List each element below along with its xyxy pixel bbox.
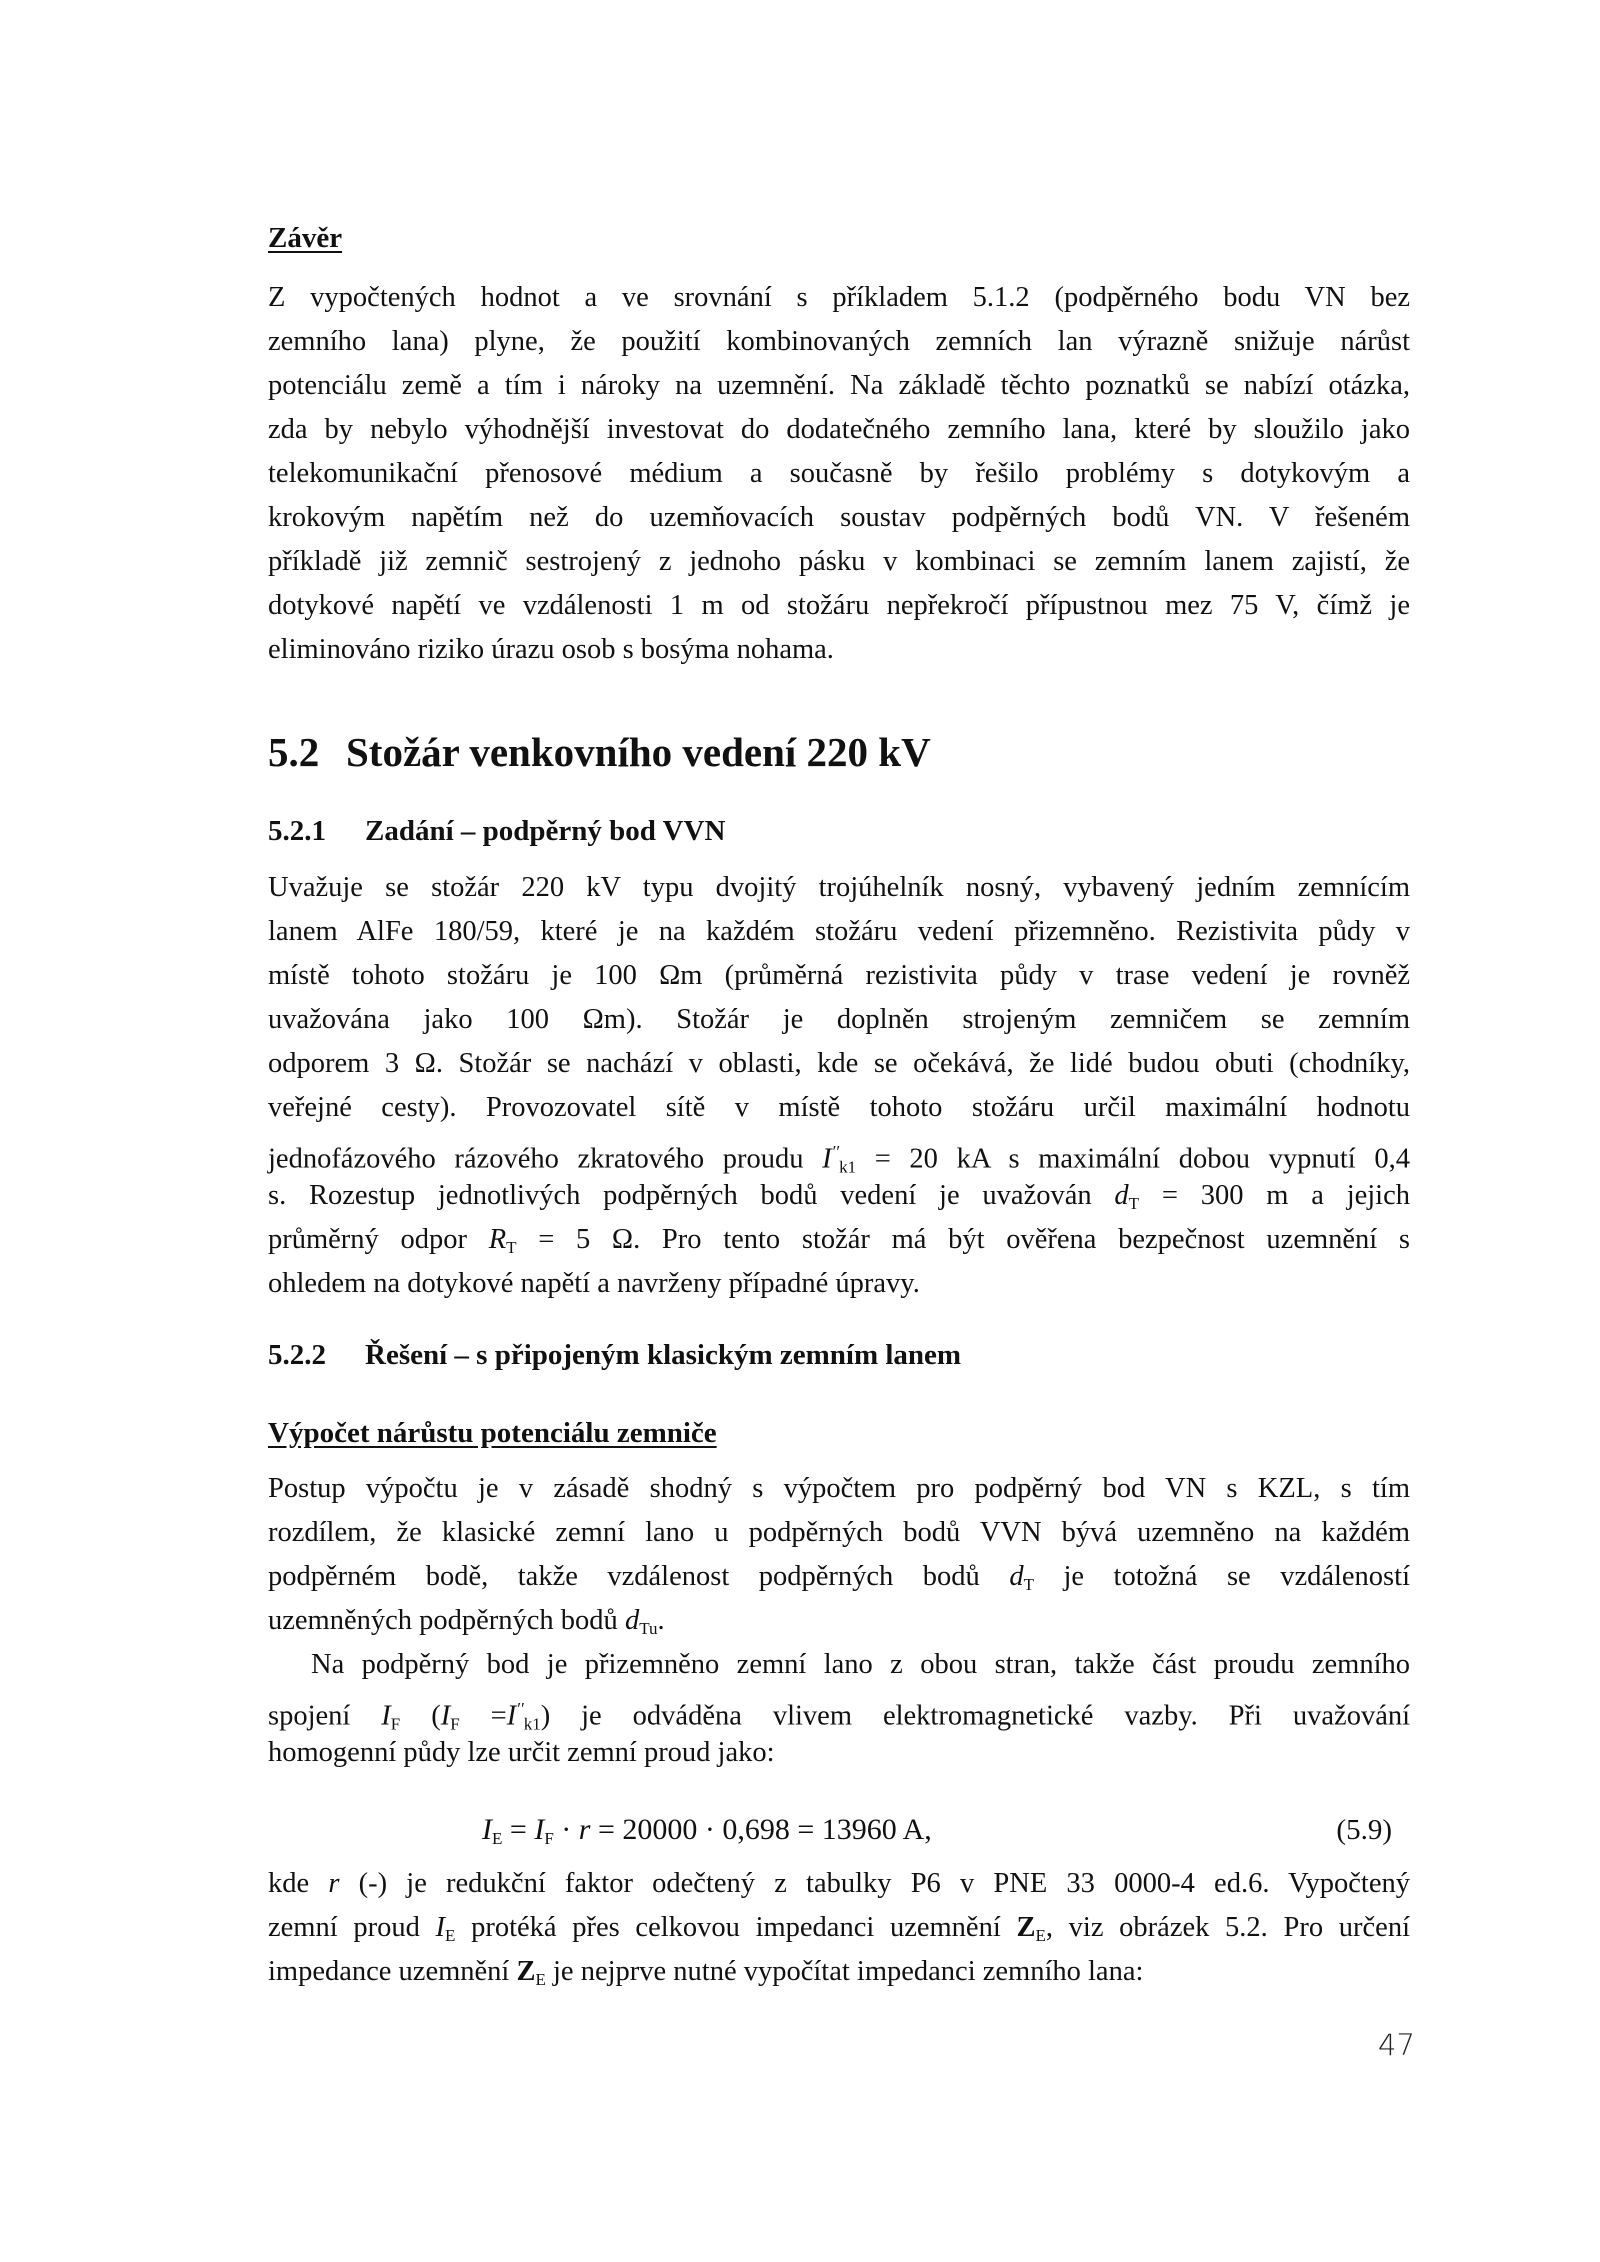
page-number: 47 [1378, 2028, 1415, 2062]
text-line: zemního lana) plyne, že použití kombinovaných zemních lan výrazně snižuje nárůst [268, 326, 1410, 357]
text-line: spojení $I_F$ $(I_F =I''_{k1})$ je odváděna vlivem elektromagnetické vazby. Při uvažování [268, 1699, 1411, 1734]
text-line: podpěrném bodě, takže vzdálenost podpěrných bodů $d_T$ je totožná se vzdáleností [268, 1561, 1410, 1594]
subsection-heading-2 [268, 1339, 1410, 1372]
text-line: zda by nebylo výhodnější investovat do dodatečného zemního lana, které by sloužilo jako [268, 414, 1410, 445]
reduction-factor-paragraph [268, 1862, 1410, 1994]
text-line: zemní proud $I_E$ protéká přes celkovou impedanci uzemnění $Z_E$, viz obrázek 5.2. Pro určení [268, 1912, 1410, 1945]
section-number: 5.2 [268, 729, 320, 775]
text-line: kde r (-) je redukční faktor odečtený z tabulky P6 v PNE 33 0000-4 ed.6. Vypočtený [268, 1868, 1410, 1899]
text-line: s. Rozestup jednotlivých podpěrných bodů vedení je uvažován $d_T = 300$ m a jejich [268, 1180, 1410, 1213]
text-line: ohledem na dotykové napětí a navrženy případné úpravy. [268, 1268, 920, 1299]
conclusion-paragraph [268, 276, 1410, 672]
subsection-number: 5.2.1 [268, 815, 326, 847]
text-line: průměrný odpor $R_T = 5$ Ω. Pro tento stožár má být ověřena bezpečnost uzemnění s [268, 1224, 1410, 1257]
math-symbol: I [822, 1143, 832, 1175]
math-symbol: R [488, 1224, 507, 1255]
text-line: lanem AlFe 180/59, které je na každém stožáru vedení přizemněno. Rezistivita půdy v [268, 916, 1410, 947]
equation-5-9 [268, 1808, 1410, 1852]
text-line: Na podpěrný bod je přizemněno zemní lano z obou stran, takže část proudu zemního [311, 1649, 1410, 1680]
subsection-title: Zadání – podpěrný bod VVN [365, 815, 726, 847]
procedure-paragraph [268, 1467, 1410, 1643]
text-line: impedance uzemnění $Z_E$ je nejprve nutné vypočítat impedanci zemního lana: [268, 1956, 1144, 1989]
text-line: telekomunikační přenosové médium a současně by řešilo problémy s dotykovým a [268, 458, 1410, 489]
equation-body: $I_E = I_F \cdot r = 20000 \cdot 0,698 = 13960$ A, [482, 1813, 932, 1848]
text-line: krokovým napětím než do uzemňovacích soustav podpěrných bodů VN. V řešeném [268, 502, 1410, 533]
section-heading [268, 728, 1410, 776]
earth-current-paragraph [268, 1643, 1410, 1775]
subsection-title: Řešení – s připojeným klasickým zemním lanem [365, 1339, 962, 1371]
text-line: Uvažuje se stožár 220 kV typu dvojitý trojúhelník nosný, vybavený jedním zemnícím [268, 872, 1410, 903]
text-line: Postup výpočtu je v zásadě shodný s výpočtem pro podpěrný bod VN s KZL, s tím [268, 1473, 1410, 1504]
text-line: dotykové napětí ve vzdálenosti 1 m od stožáru nepřekročí přípustnou mez 75 V, čímž je [268, 590, 1410, 621]
conclusion-heading: Závěr [268, 222, 343, 254]
text-line: Z vypočtených hodnot a ve srovnání s příkladem 5.1.2 (podpěrného bodu VN bez [268, 282, 1410, 313]
math-symbol: d [1114, 1180, 1129, 1211]
equation-number: (5.9) [1336, 1814, 1392, 1846]
text-line: uvažována jako 100 Ωm). Stožár je doplněn strojeným zemničem se zemním [268, 1004, 1410, 1035]
calculation-subheading: Výpočet nárůstu potenciálu zemniče [268, 1417, 717, 1449]
text-line: odporem 3 Ω. Stožár se nachází v oblasti, kde se očekává, že lidé budou obuti (chodníky, [268, 1048, 1410, 1079]
text-line: eliminováno riziko úrazu osob s bosýma nohama. [268, 634, 834, 665]
text-line: homogenní půdy lze určit zemní proud jako: [268, 1737, 775, 1768]
subsection-heading-1 [268, 815, 1410, 848]
text-line: veřejné cesty). Provozovatel sítě v místě tohoto stožáru určil maximální hodnotu [268, 1092, 1410, 1123]
text-line: místě tohoto stožáru je 100 Ωm (průměrná rezistivita půdy v trase vedení je rovněž [268, 960, 1410, 991]
text-line: rozdílem, že klasické zemní lano u podpěrných bodů VVN bývá uzemněno na každém [268, 1517, 1410, 1548]
text-line: jednofázového rázového zkratového proudu $I''_{k1} = 20$ kA s maximální dobou vypnutí 0,4 [268, 1142, 1410, 1177]
subsection-number: 5.2.2 [268, 1339, 326, 1371]
text-line: uzemněných podpěrných bodů $d_{Tu}$. [268, 1605, 665, 1638]
text-line: příkladě již zemnič sestrojený z jednoho pásku v kombinaci se zemním lanem zajistí, že [268, 546, 1410, 577]
assignment-paragraph [268, 866, 1410, 1306]
text-line: potenciálu země a tím i nároky na uzemnění. Na základě těchto poznatků se nabízí otázka, [268, 370, 1410, 401]
section-title: Stožár venkovního vedení 220 kV [346, 729, 931, 775]
